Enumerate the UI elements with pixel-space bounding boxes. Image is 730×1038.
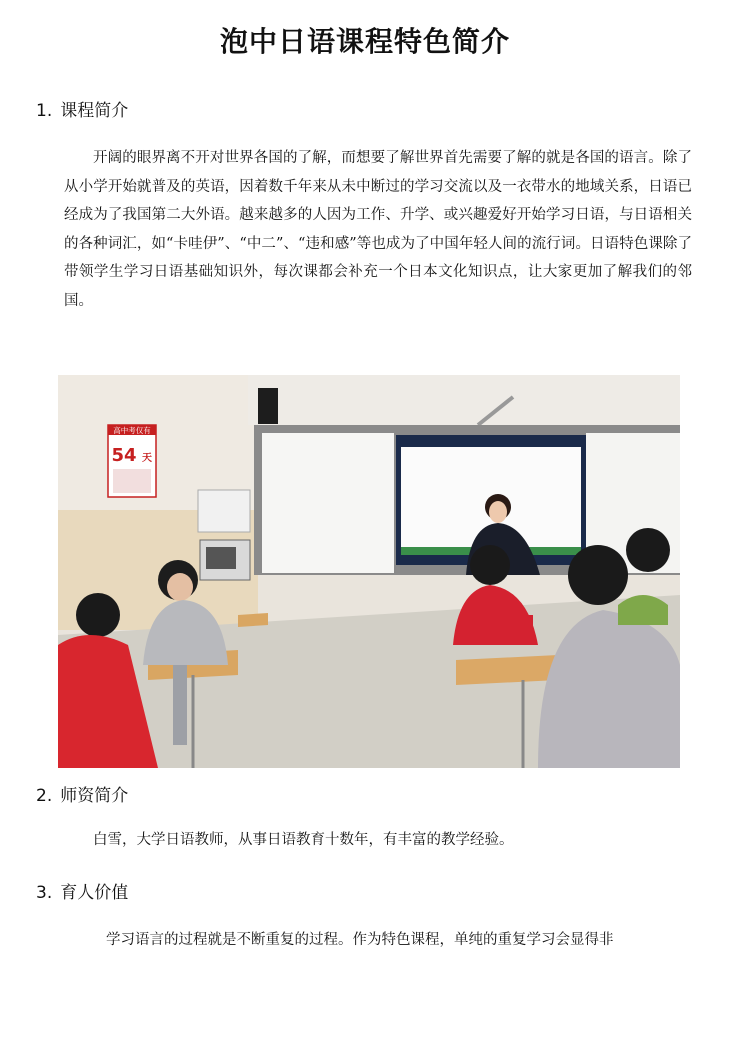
calendar-unit: 天 — [142, 453, 152, 464]
section-heading-1 — [36, 96, 128, 121]
calendar-caption: 高中考仅有 — [113, 426, 151, 435]
classroom-photo — [58, 375, 680, 768]
countdown-calendar — [108, 425, 156, 497]
section-number: 2. — [36, 786, 53, 806]
section-title: 课程简介 — [60, 101, 129, 121]
section-heading-3 — [36, 878, 128, 903]
section-title: 师资简介 — [60, 786, 129, 806]
section-title: 育人价值 — [60, 883, 129, 903]
section-number: 3. — [36, 883, 53, 903]
section-number: 1. — [36, 101, 53, 121]
document-title: 泡中日语课程特色简介 — [219, 25, 510, 58]
section-body-2: 白雪，大学日语教师，从事日语教育十数年，有丰富的教学经验。 — [93, 832, 514, 848]
section-body-3: 学习语言的过程就是不断重复的过程。作为特色课程，单纯的重复学习会显得非 — [106, 932, 614, 948]
section-heading-2 — [36, 781, 128, 806]
calendar-number: 54 — [111, 445, 137, 466]
section-body-1: 开阔的眼界离不开对世界各国的了解，而想要了解世界首先需要了解的就是各国的语言。除了从小学开始就普及的英语，因着数千年来从未中断过的学习交流以及一衣带水的地域关系，日语已经成为了我国第二大外语。越来越多的人因为工作、升学、或兴趣爱好开始学习日语，与日语相关的各种词汇，如“卡哇伊”、“中二”、“违和感”等也成为了中国年轻人间的流行词。日语特色课除了带领学生学习日语基础知识外，每次课都会补充一个日本文化知识点，让大家更加了解我们的邻国。 — [64, 150, 692, 309]
